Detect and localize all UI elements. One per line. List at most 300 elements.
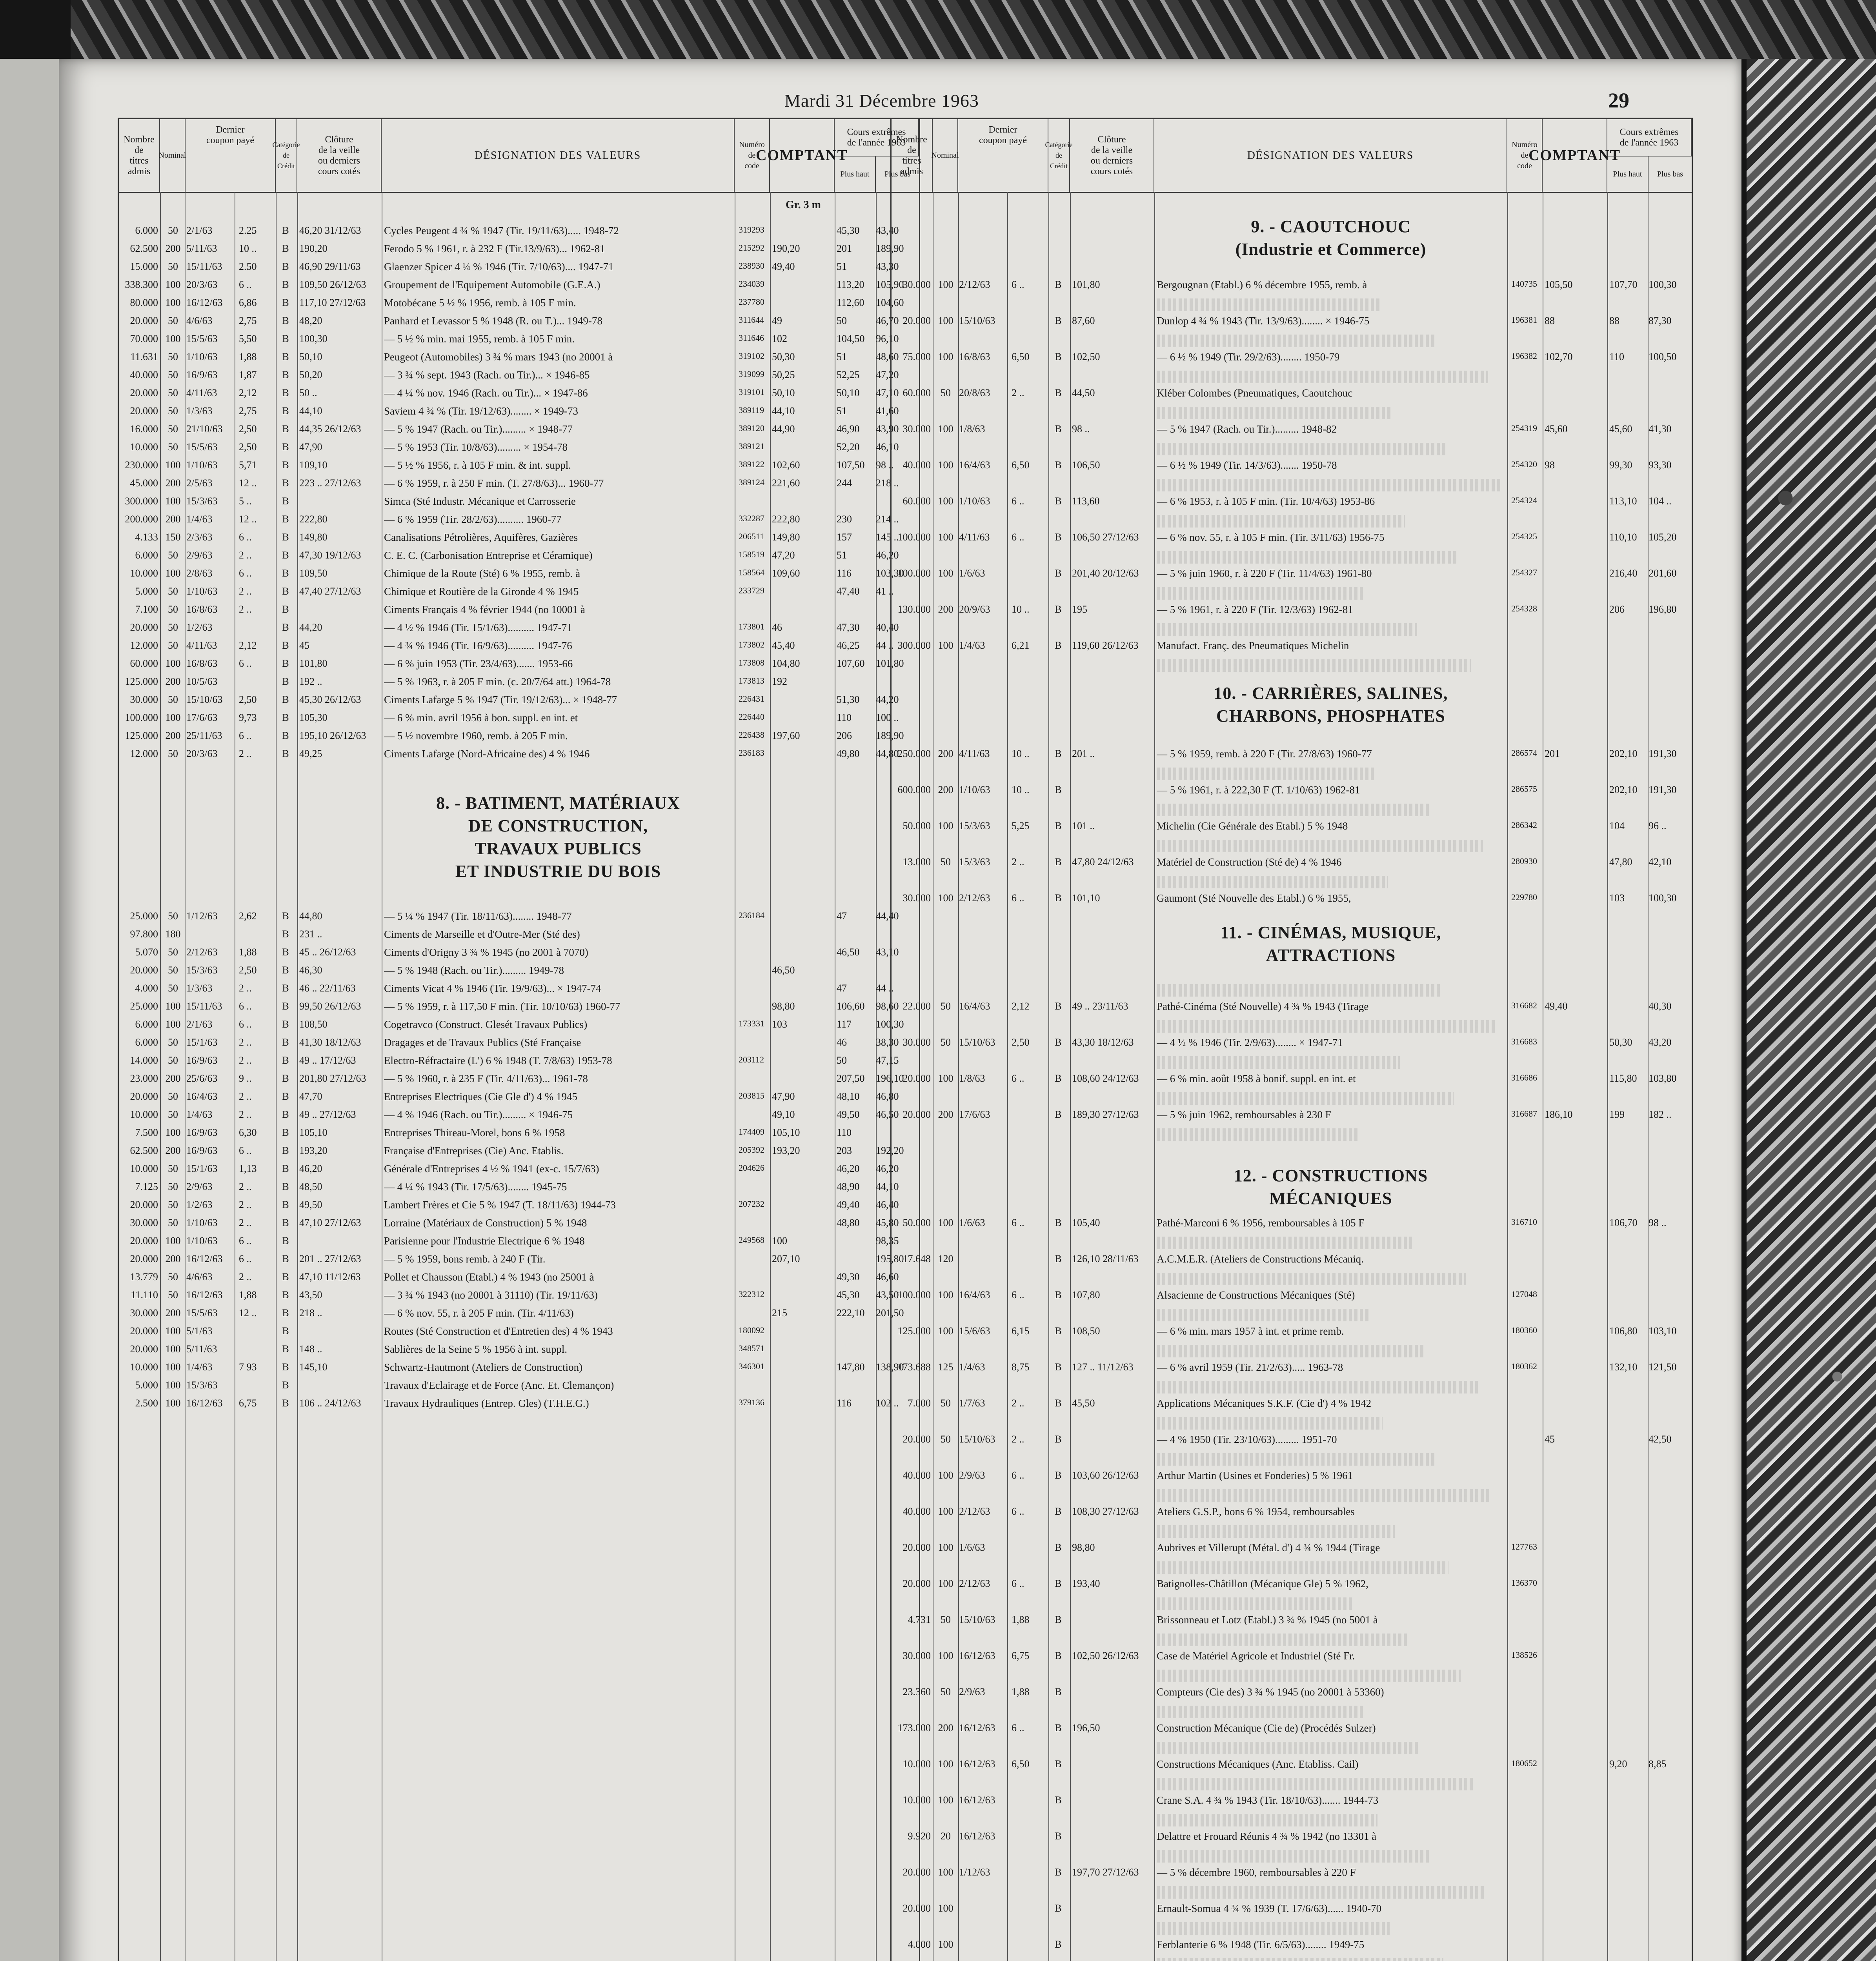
year-high: 47,30 <box>837 622 860 633</box>
year-high: 45,60 <box>1609 423 1632 435</box>
security-code: 389121 <box>739 441 764 451</box>
nominal: 100 <box>165 1343 181 1355</box>
titles-count: 10.000 <box>130 1163 158 1174</box>
credit-category: B <box>1055 1506 1062 1517</box>
table-row <box>892 530 1692 548</box>
table-row <box>119 710 919 728</box>
year-low: 41,30 <box>1649 423 1672 435</box>
nominal: 50 <box>941 1433 951 1445</box>
coupon-date: 2/12/63 <box>959 892 990 904</box>
credit-category: B <box>282 1307 289 1319</box>
security-code: 180360 <box>1511 1325 1537 1335</box>
section-11-title: 11. - CINÉMAS, MUSIQUE, ATTRACTIONS <box>1220 923 1441 965</box>
credit-category: B <box>282 964 289 976</box>
nominal: 50 <box>168 622 178 633</box>
continuation-line <box>1157 876 1388 888</box>
credit-category: B <box>282 1055 289 1066</box>
year-high: 49,50 <box>837 1109 860 1120</box>
col-nominal: Nominal <box>160 119 186 192</box>
credit-category: B <box>282 1343 289 1355</box>
previous-close: 148 .. <box>299 1343 322 1355</box>
previous-close: 109,50 26/12/63 <box>299 279 366 290</box>
year-high: 48,10 <box>837 1091 860 1102</box>
coupon-date: 1/4/63 <box>186 1109 213 1120</box>
coupon-date: 4/11/63 <box>186 640 217 651</box>
security-name: Entreprises Thireau-Morel, bons 6 % 1958 <box>384 1127 565 1139</box>
col-plus-bas: Plus bas <box>1657 169 1683 178</box>
titles-count: 14.000 <box>130 1055 158 1066</box>
security-code: 180652 <box>1511 1758 1537 1768</box>
coupon-date: 25/6/63 <box>186 1073 218 1084</box>
credit-category: B <box>282 1001 289 1012</box>
coupon-net: 6 .. <box>1012 892 1024 904</box>
security-code: 389120 <box>739 423 764 433</box>
coupon-date: 1/10/63 <box>959 495 990 507</box>
table-row <box>892 1684 1692 1703</box>
security-code: 158519 <box>739 549 764 559</box>
nominal: 200 <box>165 730 181 741</box>
previous-close: 48,20 <box>299 315 322 326</box>
coupon-net: 1,88 <box>239 1289 257 1301</box>
nominal: 50 <box>168 441 178 453</box>
credit-category: B <box>282 712 289 723</box>
year-low: 105,20 <box>1649 531 1677 543</box>
credit-category: B <box>1055 1037 1062 1048</box>
nominal: 50 <box>168 694 178 705</box>
security-code: 316683 <box>1511 1037 1537 1046</box>
security-code: 319099 <box>739 369 764 379</box>
previous-close: 49,50 <box>299 1199 322 1210</box>
security-name: Alsacienne de Constructions Mécaniques (Sté) <box>1157 1289 1355 1301</box>
nominal: 100 <box>938 1903 953 1914</box>
cash-price: 197,60 <box>772 730 800 741</box>
security-name: Générale d'Entreprises 4 ½ % 1941 (ex-c. 15/7/63) <box>384 1163 599 1175</box>
security-name: Entreprises Electriques (Cie Gle d') 4 % 1945 <box>384 1091 577 1102</box>
credit-category: B <box>1055 1542 1062 1553</box>
col-nominal: Nominal <box>933 119 958 192</box>
cash-price: 190,20 <box>772 243 800 254</box>
credit-category: B <box>282 549 289 561</box>
coupon-date: 17/6/63 <box>959 1109 990 1120</box>
coupon-net: 10 .. <box>239 243 257 254</box>
nominal: 100 <box>938 568 953 579</box>
cash-price: 186,10 <box>1545 1109 1573 1120</box>
left-table-header <box>119 119 919 193</box>
coupon-date: 4/6/63 <box>186 315 213 326</box>
coupon-net: 2,50 <box>1012 1037 1030 1048</box>
coupon-date: 15/11/63 <box>186 261 222 272</box>
security-code: 158564 <box>739 568 764 577</box>
titles-count: 12.000 <box>130 748 158 759</box>
credit-category: B <box>1055 495 1062 507</box>
year-high: 46,90 <box>837 423 860 435</box>
year-high: 51 <box>837 261 847 272</box>
titles-count: 62.500 <box>130 1145 158 1156</box>
coupon-date: 1/8/63 <box>959 423 985 435</box>
nominal: 100 <box>165 333 181 344</box>
year-low: 44,40 <box>876 910 899 922</box>
continuation-line <box>1157 1597 1353 1610</box>
titles-count: 100.000 <box>897 1289 931 1301</box>
credit-category: B <box>282 225 289 236</box>
titles-count: 11.631 <box>130 351 158 362</box>
year-high: 104 <box>1609 820 1625 831</box>
table-row <box>892 386 1692 404</box>
coupon-net: 2 .. <box>239 1271 252 1282</box>
security-code: 180092 <box>739 1325 764 1335</box>
year-high: 46 <box>837 1037 847 1048</box>
security-code: 254319 <box>1511 423 1537 433</box>
credit-category: B <box>282 369 289 380</box>
credit-category: B <box>282 910 289 922</box>
security-code: 215292 <box>739 243 764 253</box>
col-cloture: Clôture de la veille ou derniers cours cotés <box>297 119 382 192</box>
security-name: — 4 ½ % 1946 (Tir. 15/1/63).......... 1947-71 <box>384 622 572 633</box>
coupon-date: 16/4/63 <box>959 1289 990 1301</box>
security-name: Pathé-Cinéma (Sté Nouvelle) 4 ¾ % 1943 (Tirage <box>1157 1001 1369 1012</box>
year-high: 107,50 <box>837 459 865 471</box>
coupon-net: 1,88 <box>1012 1686 1030 1697</box>
coupon-net: 6,75 <box>239 1397 257 1409</box>
table-row <box>892 1937 1692 1955</box>
table-row <box>119 584 919 602</box>
credit-category: B <box>282 405 289 417</box>
previous-close: 87,60 <box>1072 315 1095 326</box>
year-high: 49,40 <box>837 1199 860 1210</box>
continuation-line <box>1157 1850 1431 1863</box>
titles-count: 6.000 <box>135 1037 158 1048</box>
nominal: 100 <box>938 495 953 507</box>
continuation-line <box>1157 515 1405 528</box>
coupon-net: 2 .. <box>239 549 252 561</box>
coupon-net: 6,21 <box>1012 640 1030 651</box>
previous-close: 43,50 <box>299 1289 322 1301</box>
coupon-net: 10 .. <box>1012 748 1030 759</box>
titles-count: 50.000 <box>903 1217 931 1228</box>
year-high: 230 <box>837 513 852 525</box>
cash-price: 49 <box>772 315 782 326</box>
coupon-net: 2 .. <box>239 982 252 994</box>
nominal: 100 <box>938 1506 953 1517</box>
coupon-net: 6,15 <box>1012 1325 1030 1337</box>
coupon-net: 6 .. <box>239 730 252 741</box>
year-low: 192,20 <box>876 1145 904 1156</box>
coupon-date: 16/4/63 <box>959 1001 990 1012</box>
titles-count: 125.000 <box>125 730 158 741</box>
table-row <box>892 1324 1692 1342</box>
coupon-net: 2,50 <box>239 423 257 435</box>
credit-category: B <box>282 1181 289 1192</box>
security-code: 203112 <box>739 1055 764 1064</box>
continuation-line <box>1157 1742 1419 1754</box>
credit-category: B <box>282 1127 289 1138</box>
year-low: 40,30 <box>1649 1001 1672 1012</box>
year-low: 47,15 <box>876 1055 899 1066</box>
titles-count: 200.000 <box>125 513 158 525</box>
coupon-date: 15/11/63 <box>186 1001 222 1012</box>
table-row <box>892 855 1692 873</box>
table-row <box>119 1306 919 1324</box>
year-low: 214 .. <box>876 513 899 525</box>
year-low: 47,10 <box>876 387 899 398</box>
credit-category: B <box>282 1037 289 1048</box>
titles-count: 6.000 <box>135 1019 158 1030</box>
security-code: 236184 <box>739 910 764 920</box>
coupon-date: 1/10/63 <box>186 1235 218 1246</box>
nominal: 50 <box>168 1271 178 1282</box>
security-name: Michelin (Cie Générale des Etabl.) 5 % 1948 <box>1157 820 1348 832</box>
nominal: 50 <box>168 1109 178 1120</box>
security-code: 311644 <box>739 315 764 325</box>
year-high: 50 <box>837 315 847 326</box>
security-code: 389124 <box>739 477 764 487</box>
security-name: Ernault-Somua 4 ¾ % 1939 (T. 17/6/63)...... 1940-70 <box>1157 1903 1382 1914</box>
year-low: 201,50 <box>876 1307 904 1319</box>
coupon-date: 16/12/63 <box>186 1253 223 1264</box>
titles-count: 20.000 <box>130 622 158 633</box>
table-row <box>119 692 919 710</box>
previous-close: 190,20 <box>299 243 328 254</box>
coupon-net: 2 .. <box>239 1181 252 1192</box>
cash-price: 50,10 <box>772 387 795 398</box>
titles-count: 20.000 <box>130 1253 158 1264</box>
year-high: 244 <box>837 477 852 489</box>
coupon-net: 6,50 <box>1012 351 1030 362</box>
previous-close: 50 .. <box>299 387 317 398</box>
security-name: Aubrives et Villerupt (Métal. d') 4 ¾ % 1944 (Tirage <box>1157 1542 1380 1554</box>
continuation-line <box>1157 587 1363 600</box>
nominal: 100 <box>165 1397 181 1409</box>
coupon-date: 2/9/63 <box>959 1686 985 1697</box>
security-name: Simca (Sté Industr. Mécanique et Carrosserie <box>384 495 576 507</box>
security-name: Glaenzer Spicer 4 ¼ % 1946 (Tir. 7/10/63).... 1947-71 <box>384 261 614 273</box>
table-row <box>119 1233 919 1252</box>
titles-count: 40.000 <box>130 369 158 380</box>
table-row <box>892 1721 1692 1739</box>
table-row <box>892 494 1692 512</box>
security-name: — 5 % 1959, bons remb. à 240 F (Tir. <box>384 1253 546 1265</box>
nominal: 200 <box>165 477 181 489</box>
previous-close: 50,10 <box>299 351 322 362</box>
year-high: 51 <box>837 351 847 362</box>
nominal: 200 <box>938 784 953 795</box>
table-row <box>892 1396 1692 1414</box>
nominal: 200 <box>938 1109 953 1120</box>
year-high: 157 <box>837 531 852 543</box>
table-row <box>119 981 919 999</box>
col-designation: DÉSIGNATION DES VALEURS <box>1154 119 1507 192</box>
coupon-net: 6,86 <box>239 297 257 308</box>
year-low: 41,60 <box>876 405 899 417</box>
credit-category: B <box>1055 784 1062 795</box>
year-low: 100,30 <box>1649 279 1677 290</box>
coupon-date: 5/11/63 <box>186 243 217 254</box>
cash-price: 102,60 <box>772 459 800 471</box>
table-row <box>119 349 919 367</box>
titles-count: 125.000 <box>897 1325 931 1337</box>
security-name: — 5 % 1947 (Rach. ou Tir.)......... 1948-82 <box>1157 423 1337 435</box>
titles-count: 600.000 <box>897 784 931 795</box>
nominal: 50 <box>168 586 178 597</box>
titles-count: 70.000 <box>130 333 158 344</box>
security-name: Motobécane 5 ½ % 1956, remb. à 105 F min. <box>384 297 576 309</box>
table-row <box>119 422 919 440</box>
nominal: 50 <box>168 1217 178 1228</box>
credit-category: B <box>282 279 289 290</box>
nominal: 50 <box>168 315 178 326</box>
coupon-date: 20/8/63 <box>959 387 990 398</box>
security-code: 127763 <box>1511 1542 1537 1552</box>
nominal: 100 <box>938 1289 953 1301</box>
titles-count: 60.000 <box>903 495 931 507</box>
titles-count: 100.000 <box>897 531 931 543</box>
year-high: 88 <box>1609 315 1619 326</box>
coupon-date: 15/5/63 <box>186 333 218 344</box>
continuation-line <box>1157 479 1500 491</box>
security-name: — 5 ¼ % 1947 (Tir. 18/11/63)........ 1948-77 <box>384 910 572 922</box>
table-row <box>119 530 919 548</box>
security-name: Ciments de Marseille et d'Outre-Mer (Sté des) <box>384 928 580 940</box>
titles-count: 16.000 <box>130 423 158 435</box>
titles-count: 13.779 <box>130 1271 158 1282</box>
continuation-line <box>1157 1309 1370 1321</box>
security-name: Dunlop 4 ¾ % 1943 (Tir. 13/9/63)........ × 1946-75 <box>1157 315 1370 327</box>
coupon-net: 6 .. <box>1012 495 1024 507</box>
coupon-net: 6,50 <box>1012 459 1030 471</box>
titles-count: 230.000 <box>125 459 158 471</box>
security-code: 254328 <box>1511 604 1537 613</box>
year-low: 104,60 <box>876 297 904 308</box>
previous-close: 49 .. 27/12/63 <box>299 1109 356 1120</box>
table-row <box>892 458 1692 476</box>
year-high: 202,10 <box>1609 784 1638 795</box>
year-high: 50 <box>837 1055 847 1066</box>
titles-count: 40.000 <box>903 459 931 471</box>
titles-count: 7.500 <box>135 1127 158 1138</box>
year-low: 98,35 <box>876 1235 899 1246</box>
credit-category: B <box>282 1271 289 1282</box>
previous-close: 46 .. 22/11/63 <box>299 982 356 994</box>
coupon-net: 6 .. <box>239 1019 252 1030</box>
security-name: Dragages et de Travaux Publics (Sté Française <box>384 1037 581 1048</box>
titles-count: 30.000 <box>903 1650 931 1661</box>
nominal: 200 <box>165 1307 181 1319</box>
credit-category: B <box>282 1073 289 1084</box>
security-code: 286575 <box>1511 784 1537 794</box>
year-high: 116 <box>837 1397 852 1409</box>
table-row <box>892 1540 1692 1558</box>
year-low: 46,60 <box>876 1271 899 1282</box>
previous-close: 107,80 <box>1072 1289 1100 1301</box>
security-code: 346301 <box>739 1361 764 1371</box>
previous-close: 44,20 <box>299 622 322 633</box>
nominal: 50 <box>168 604 178 615</box>
nominal: 100 <box>938 1217 953 1228</box>
nominal: 100 <box>938 1650 953 1661</box>
table-row <box>119 1053 919 1071</box>
year-low: 42,10 <box>1649 856 1672 868</box>
security-code: 316687 <box>1511 1109 1537 1119</box>
credit-category: B <box>282 640 289 651</box>
continuation-line <box>1157 840 1483 852</box>
security-name: Routes (Sté Construction et d'Entretien des) 4 % 1943 <box>384 1325 613 1337</box>
credit-category: B <box>282 333 289 344</box>
security-code: 316710 <box>1511 1217 1537 1227</box>
nominal: 100 <box>938 820 953 831</box>
nominal: 200 <box>165 243 181 254</box>
year-high: 99,30 <box>1609 459 1632 471</box>
titles-count: 20.000 <box>130 964 158 976</box>
table-row <box>892 746 1692 764</box>
security-code: 173331 <box>739 1019 764 1028</box>
cash-price: 88 <box>1545 315 1555 326</box>
titles-count: 5.000 <box>135 1379 158 1391</box>
titles-count: 30.000 <box>903 423 931 435</box>
security-name: — 6 % juin 1953 (Tir. 23/4/63)....... 1953-66 <box>384 658 573 669</box>
security-name: Gaumont (Sté Nouvelle des Etabl.) 6 % 1955, <box>1157 892 1351 904</box>
table-row <box>892 1648 1692 1666</box>
coupon-date: 20/3/63 <box>186 748 218 759</box>
titles-count: 20.000 <box>903 1866 931 1878</box>
year-high: 202,10 <box>1609 748 1638 759</box>
coupon-net: 2 .. <box>1012 387 1024 398</box>
coupon-date: 1/6/63 <box>959 568 985 579</box>
year-low: 103,30 <box>876 568 904 579</box>
previous-close: 44,35 26/12/63 <box>299 423 361 435</box>
previous-close: 101,80 <box>299 658 328 669</box>
previous-close: 49,25 <box>299 748 322 759</box>
continuation-line <box>1157 1273 1466 1285</box>
coupon-date: 15/6/63 <box>959 1325 990 1337</box>
previous-close: 126,10 28/11/63 <box>1072 1253 1139 1264</box>
security-name: Parisienne pour l'Industrie Electrique 6 % 1948 <box>384 1235 585 1247</box>
nominal: 200 <box>165 1253 181 1264</box>
table-row <box>892 1757 1692 1775</box>
previous-close: 102,50 <box>1072 351 1100 362</box>
table-row <box>892 1793 1692 1811</box>
security-code: 204626 <box>739 1163 764 1173</box>
table-row <box>119 1396 919 1414</box>
nominal: 50 <box>168 387 178 398</box>
coupon-date: 16/12/63 <box>959 1794 995 1806</box>
year-low: 43,50 <box>876 1289 899 1301</box>
security-name: Batignolles-Châtillon (Mécanique Gle) 5 % 1962, <box>1157 1578 1368 1590</box>
titles-count: 100.000 <box>897 568 931 579</box>
col-categorie: Catégorie de Crédit <box>1048 119 1070 192</box>
credit-category: B <box>282 586 289 597</box>
previous-close: 44,50 <box>1072 387 1095 398</box>
security-name: — 5 % 1953 (Tir. 10/8/63)......... × 1954-78 <box>384 441 568 453</box>
security-code: 173802 <box>739 640 764 649</box>
credit-category: B <box>282 423 289 435</box>
credit-category: B <box>1055 568 1062 579</box>
table-row <box>119 367 919 386</box>
nominal: 150 <box>165 531 181 543</box>
year-low: 46,10 <box>876 441 899 453</box>
nominal: 100 <box>938 1758 953 1770</box>
credit-category: B <box>1055 1722 1062 1734</box>
previous-close: 46,20 31/12/63 <box>299 225 361 236</box>
table-row <box>119 1378 919 1396</box>
year-high: 50,30 <box>1609 1037 1632 1048</box>
security-code: 254325 <box>1511 531 1537 541</box>
continuation-line <box>1157 1237 1412 1249</box>
previous-close: 45,50 <box>1072 1397 1095 1409</box>
year-low: 191,30 <box>1649 784 1677 795</box>
cash-price: 98,80 <box>772 1001 795 1012</box>
table-row <box>119 295 919 313</box>
table-row <box>892 1612 1692 1630</box>
